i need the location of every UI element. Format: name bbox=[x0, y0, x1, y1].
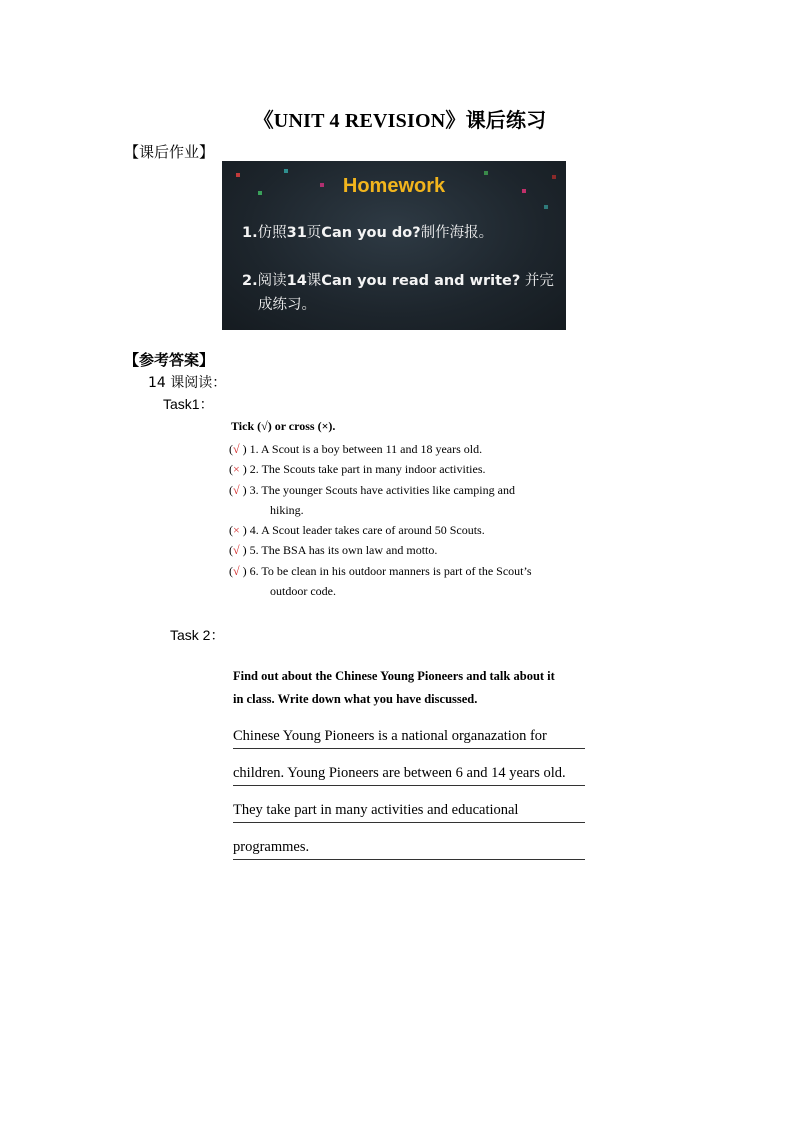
lesson-label: 14 课阅读： bbox=[148, 375, 227, 391]
task1-item: (√ ) 3. The younger Scouts have activities like camping and bbox=[229, 483, 515, 497]
answer-mark: √ bbox=[233, 442, 240, 456]
task2-prompt: in class. Write down what you have discussed. bbox=[233, 692, 478, 706]
item-text: 6. To be clean in his outdoor manners is part of the Scout’s bbox=[249, 564, 532, 578]
answer-mark: √ bbox=[233, 543, 240, 557]
task1-label: Task1： bbox=[163, 396, 214, 412]
confetti-dot bbox=[544, 205, 548, 209]
task1-item-continued: hiking. bbox=[270, 503, 304, 517]
item-text: Can you do? bbox=[321, 225, 421, 241]
item-text: 5. The BSA has its own law and motto. bbox=[249, 543, 438, 557]
task2-label: Task 2： bbox=[170, 627, 225, 643]
item-text: 2. The Scouts take part in many indoor activities. bbox=[249, 462, 486, 476]
task1-item: (× ) 4. A Scout leader takes care of around 50 Scouts. bbox=[229, 523, 485, 537]
item-text: 课 bbox=[306, 273, 322, 289]
item-text: 页 bbox=[306, 225, 322, 241]
answer-mark: × bbox=[233, 523, 240, 537]
answer-line: children. Young Pioneers are between 6 and 14 years old. bbox=[233, 765, 585, 786]
slide-title: Homework bbox=[342, 175, 446, 197]
task1-item-continued: outdoor code. bbox=[270, 584, 336, 598]
item-text: 仿照 bbox=[257, 225, 287, 241]
task2-prompt: Find out about the Chinese Young Pioneers and talk about it bbox=[233, 669, 555, 683]
answer-mark: √ bbox=[233, 564, 240, 578]
homework-slide-image bbox=[222, 161, 566, 330]
item-text: 4. A Scout leader takes care of around 50 Scouts. bbox=[249, 523, 485, 537]
task1-item: (× ) 2. The Scouts take part in many indoor activities. bbox=[229, 462, 486, 476]
item-text: Can you read and write? bbox=[321, 273, 521, 289]
item-number: 1. bbox=[242, 225, 258, 241]
homework-item-1 bbox=[242, 221, 562, 245]
item-text: 制作海报。 bbox=[420, 225, 494, 241]
task1-instruction: Tick (√) or cross (×). bbox=[231, 419, 336, 433]
item-text: 14 bbox=[286, 273, 307, 289]
answer-mark: × bbox=[233, 462, 240, 476]
answers-heading: 【参考答案】 bbox=[124, 351, 215, 369]
homework-item-2-continued: 成练习。 bbox=[258, 297, 316, 313]
item-text: 31 bbox=[286, 225, 307, 241]
task1-item: (√ ) 1. A Scout is a boy between 11 and 18 years old. bbox=[229, 442, 483, 456]
item-number: 2. bbox=[242, 273, 258, 289]
item-text: 1. A Scout is a boy between 11 and 18 years old. bbox=[249, 442, 483, 456]
task1-item: (√ ) 5. The BSA has its own law and motto. bbox=[229, 543, 438, 557]
homework-item-2 bbox=[242, 269, 562, 293]
task1-item: (√ ) 6. To be clean in his outdoor manners is part of the Scout’s bbox=[229, 564, 532, 578]
item-text: 阅读 bbox=[257, 273, 287, 289]
answer-line: They take part in many activities and educational bbox=[233, 802, 585, 823]
confetti-dot bbox=[284, 169, 288, 173]
answer-mark: √ bbox=[233, 483, 240, 497]
answer-line: Chinese Young Pioneers is a national organazation for bbox=[233, 728, 585, 749]
answer-line: programmes. bbox=[233, 839, 585, 860]
item-text: 并完 bbox=[520, 273, 554, 289]
item-text: 3. The younger Scouts have activities like camping and bbox=[249, 483, 515, 497]
homework-heading: 【课后作业】 bbox=[124, 143, 215, 161]
page-title: 《UNIT 4 REVISION》课后练习 bbox=[253, 110, 547, 132]
